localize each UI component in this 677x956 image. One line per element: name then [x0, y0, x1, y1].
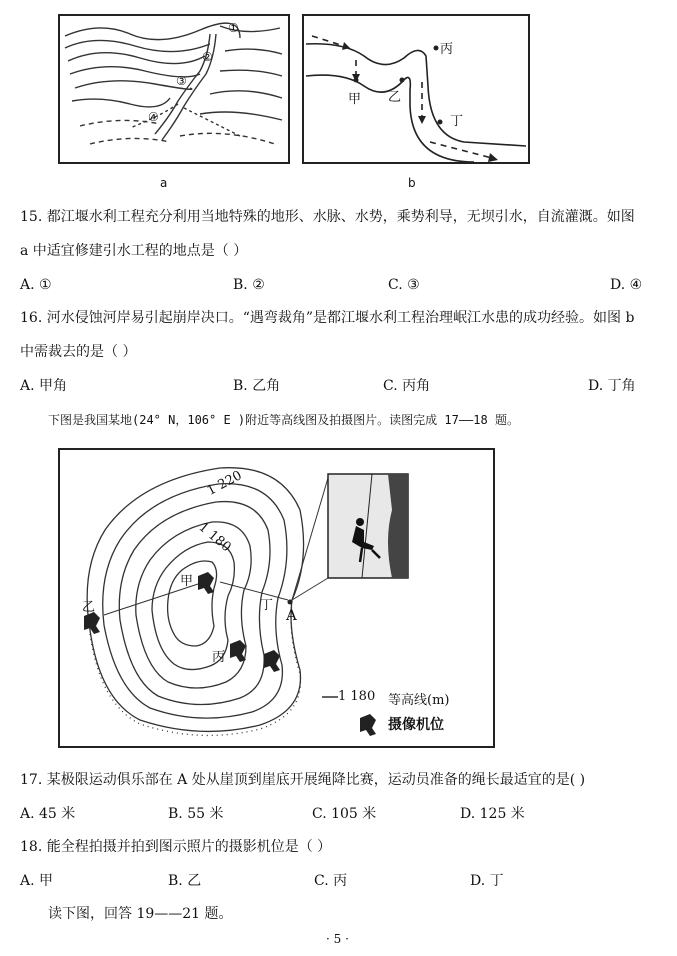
q15-line2: a 中适宜修建引水工程的地点是（ ）	[20, 243, 248, 259]
contour-map-frame	[58, 448, 495, 748]
camera-label-yi: 乙	[82, 600, 96, 615]
figure-b-point-bing: 丙	[440, 42, 454, 57]
q18-line1: 18. 能全程拍摄并拍到图示照片的摄影机位是（ ）	[20, 839, 332, 855]
camera-label-ding: 丁	[260, 598, 274, 613]
q17-line1: 17. 某极限运动俱乐部在 A 处从崖顶到崖底开展绳降比赛，运动员准备的绳长最适宜的是( )	[20, 772, 586, 788]
camera-label-bing: 丙	[212, 650, 226, 665]
page-number: · 5 ·	[326, 932, 349, 946]
q16-line1: 16. 河水侵蚀河岸易引起崩岸决口。“遇弯裁角”是都江堰水利工程治理岷江水患的成功经验。如图 b	[20, 310, 635, 326]
figure-a-drawing	[60, 16, 288, 162]
q16-option-b[interactable]: B. 乙角	[233, 378, 281, 394]
q16-option-d[interactable]: D. 丁角	[588, 378, 636, 394]
map-point-a: A	[286, 606, 297, 624]
q16-option-c[interactable]: C. 丙角	[383, 378, 431, 394]
figure-a-marker-3: ③	[176, 74, 187, 88]
q17-option-d[interactable]: D. 125 米	[460, 806, 525, 822]
q15-option-d[interactable]: D. ④	[610, 277, 643, 293]
intro-19-21: 读下图，回答 19——21 题。	[48, 906, 233, 922]
figure-a-marker-2: ②	[202, 50, 213, 64]
figure-b-frame	[302, 14, 530, 164]
q16-line2: 中需裁去的是（ ）	[20, 344, 137, 360]
figure-b-drawing	[304, 16, 528, 162]
figure-b-point-jia: 甲	[348, 92, 362, 107]
figure-a-marker-4: ④	[148, 110, 159, 124]
figure-a-frame	[58, 14, 290, 164]
q18-option-b[interactable]: B. 乙	[168, 873, 202, 889]
figure-b-point-yi: 乙	[388, 90, 402, 105]
q15-option-b[interactable]: B. ②	[233, 277, 265, 293]
q18-option-c[interactable]: C. 丙	[314, 873, 348, 889]
camera-icon	[360, 712, 361, 713]
q17-option-b[interactable]: B. 55 米	[168, 806, 224, 822]
legend-contour-value: 1 180	[338, 689, 376, 704]
figure-a-caption: a	[160, 176, 168, 190]
q18-option-d[interactable]: D. 丁	[470, 873, 504, 889]
q16-option-a[interactable]: A. 甲角	[20, 378, 68, 394]
q17-option-c[interactable]: C. 105 米	[312, 806, 377, 822]
q15-option-a[interactable]: A. ①	[20, 277, 52, 293]
q17-option-a[interactable]: A. 45 米	[20, 806, 76, 822]
contour-label-1220: 1 220	[204, 468, 245, 499]
camera-label-jia: 甲	[180, 574, 194, 589]
contour-label-1180: 1 180	[195, 519, 234, 556]
q15-line1: 15. 都江堰水利工程充分利用当地特殊的地形、水脉、水势，乘势利导，无坝引水，自流灌溉。如图	[20, 209, 635, 225]
q15-option-c[interactable]: C. ③	[388, 277, 420, 293]
legend-camera-text: 摄像机位	[388, 717, 444, 733]
legend-contour-text: 等高线(m)	[388, 693, 450, 708]
figure-a-marker-1: ①	[228, 21, 239, 35]
q18-option-a[interactable]: A. 甲	[20, 873, 54, 889]
figure-b-point-ding: 丁	[450, 114, 464, 129]
intro-17-18: 下图是我国某地(24° N，106° E )附近等高线图及拍摄图片。读图完成 17——18 题。	[48, 413, 519, 427]
figure-b-caption: b	[408, 176, 416, 190]
